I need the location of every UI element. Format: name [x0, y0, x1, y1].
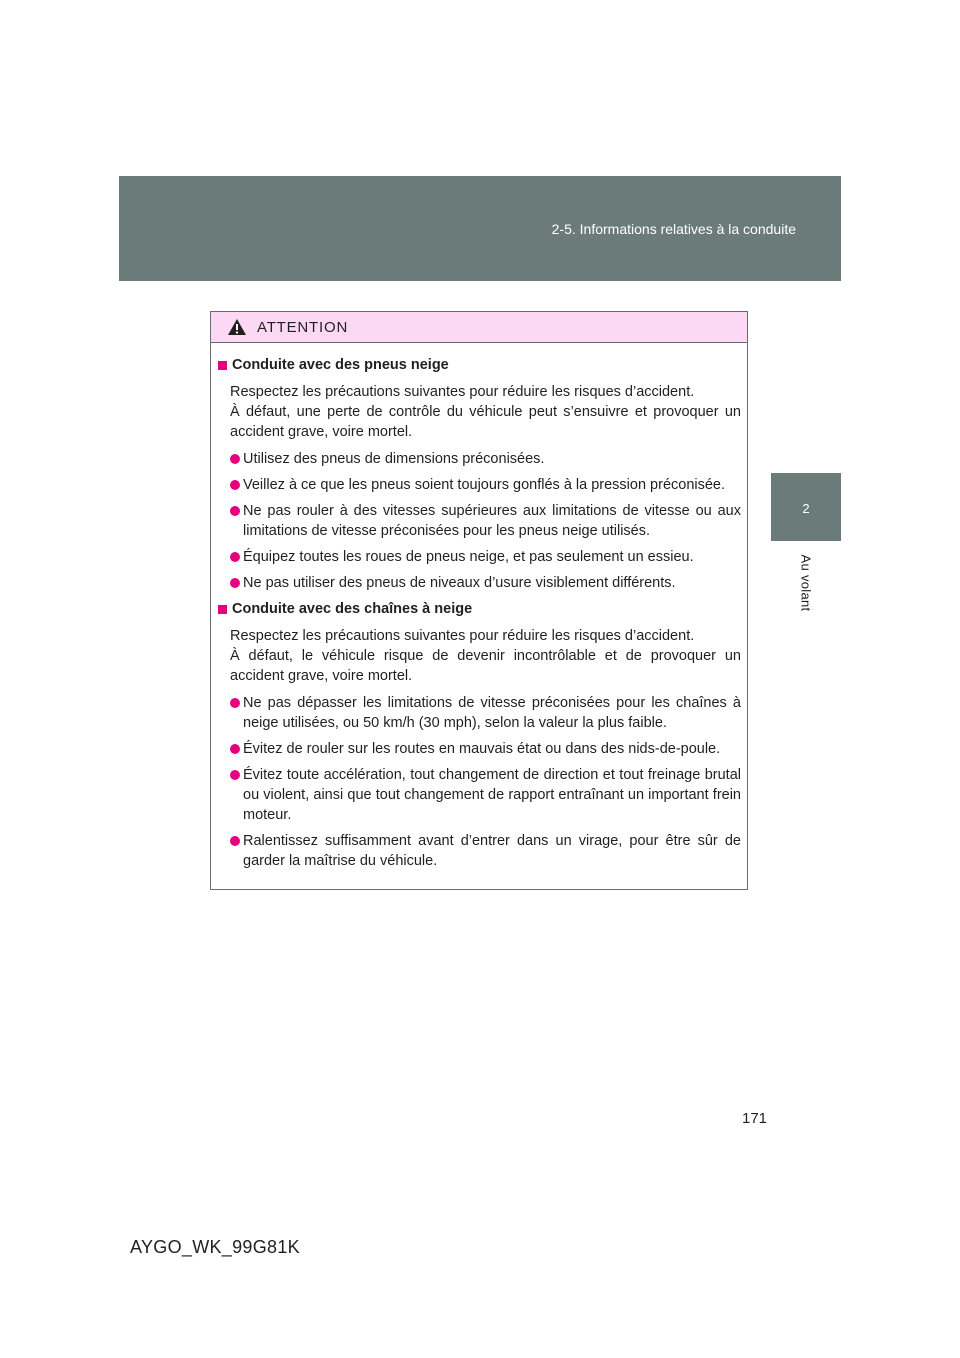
circle-bullet-icon — [230, 698, 240, 708]
warning-triangle-icon — [227, 318, 247, 336]
page-number: 171 — [742, 1110, 768, 1127]
list-item-text: Ne pas rouler à des vitesses supérieures aux limitations de vitesse ou aux limitations de vitesse préconisées pour les pneus neige utilisés. — [243, 503, 741, 539]
section-heading — [217, 355, 741, 375]
intro-line: À défaut, une perte de contrôle du véhicule peut s’ensuivre et provoquer un accident grave, voire mortel. — [230, 404, 741, 440]
document-code: AYGO_WK_99G81K — [130, 1237, 300, 1257]
list-item-text: Utilisez des pneus de dimensions préconisées. — [243, 451, 545, 467]
list-item — [217, 501, 741, 541]
list-item-text: Ne pas utiliser des pneus de niveaux d’usure visiblement différents. — [243, 575, 676, 591]
intro-line: Respectez les précautions suivantes pour réduire les risques d’accident. — [230, 628, 695, 644]
section-title: 2-5. Informations relatives à la conduite — [551, 221, 796, 237]
list-item — [217, 765, 741, 825]
chapter-tab — [771, 473, 841, 541]
list-item-text: Évitez de rouler sur les routes en mauvais état ou dans des nids-de-poule. — [243, 741, 721, 757]
list-item — [217, 475, 741, 495]
circle-bullet-icon — [230, 480, 240, 490]
circle-bullet-icon — [230, 454, 240, 464]
intro-line: À défaut, le véhicule risque de devenir incontrôlable et de provoquer un accident grave, voire mortel. — [230, 648, 741, 684]
list-item-text: Évitez toute accélération, tout changement de direction et tout freinage brutal ou violent, ainsi que tout changement de rapport entraînant un important frein moteur. — [243, 767, 741, 823]
list-item — [217, 573, 741, 593]
intro-line: Respectez les précautions suivantes pour réduire les risques d’accident. — [230, 384, 695, 400]
list-item — [217, 739, 741, 759]
circle-bullet-icon — [230, 770, 240, 780]
section-intro — [217, 382, 741, 442]
list-item-text: Veillez à ce que les pneus soient toujours gonflés à la pression préconisée. — [243, 477, 726, 493]
list-item — [217, 831, 741, 871]
square-bullet-icon — [218, 361, 227, 370]
circle-bullet-icon — [230, 578, 240, 588]
square-bullet-icon — [218, 605, 227, 614]
list-item-text: Ralentissez suffisamment avant d’entrer dans un virage, pour être sûr de garder la maîtrise du véhicule. — [243, 833, 741, 869]
circle-bullet-icon — [230, 744, 240, 754]
list-item — [217, 693, 741, 733]
attention-header — [211, 312, 747, 343]
attention-title: ATTENTION — [257, 318, 349, 336]
list-item-text: Équipez toutes les roues de pneus neige, et pas seulement un essieu. — [243, 549, 694, 565]
attention-box — [210, 311, 748, 890]
attention-body — [211, 343, 747, 871]
list-item-text: Ne pas dépasser les limitations de vitesse préconisées pour les chaînes à neige utilisées, ou 50 km/h (30 mph), selon la valeur la plus faible. — [243, 695, 741, 731]
section-heading-text: Conduite avec des pneus neige — [232, 357, 449, 373]
chapter-label: Au volant — [798, 554, 814, 612]
section-heading — [217, 599, 741, 619]
circle-bullet-icon — [230, 506, 240, 516]
section-intro — [217, 626, 741, 686]
section-header-band — [119, 176, 841, 281]
list-item — [217, 547, 741, 567]
chapter-number: 2 — [802, 501, 810, 516]
list-item — [217, 449, 741, 469]
circle-bullet-icon — [230, 836, 240, 846]
circle-bullet-icon — [230, 552, 240, 562]
section-heading-text: Conduite avec des chaînes à neige — [232, 601, 473, 617]
